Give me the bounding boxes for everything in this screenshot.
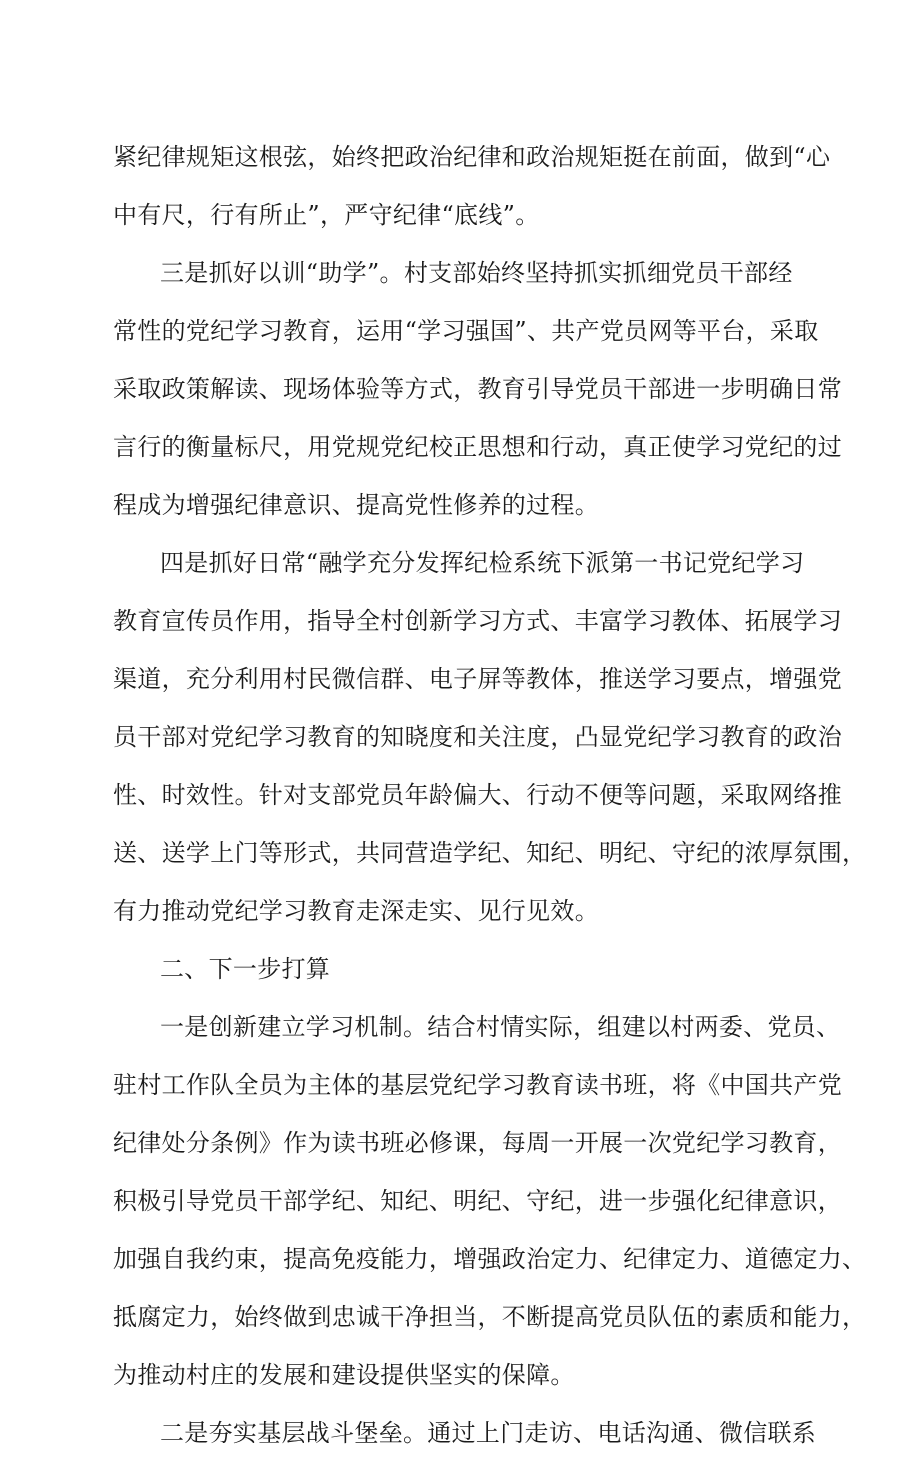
paragraph-line: 二是夯实基层战斗堡垒。通过上门走访、电话沟通、微信联系 [160,1419,817,1447]
paragraph-line: 紧纪律规矩这根弦，始终把政治纪律和政治规矩挺在前面，做到“心 [113,143,831,171]
paragraph-line: 有力推动党纪学习教育走深走实、见行见效。 [113,897,599,925]
paragraph-line: 常性的党纪学习教育，运用“学习强国”、共产党员网等平台，采取 [113,317,819,345]
paragraph-line: 程成为增强纪律意识、提高党性修养的过程。 [113,491,599,519]
paragraph-line: 教育宣传员作用，指导全村创新学习方式、丰富学习教体、拓展学习 [113,607,842,635]
paragraph-line: 积极引导党员干部学纪、知纪、明纪、守纪，进一步强化纪律意识， [113,1187,842,1215]
paragraph-line: 言行的衡量标尺，用党规党纪校正思想和行动，真正使学习党纪的过 [113,433,842,461]
paragraph-line: 三是抓好以训“助学”。村支部始终坚持抓实抓细党员干部经 [160,259,793,287]
paragraph-line: 渠道，充分利用村民微信群、电子屏等教体，推送学习要点，增强党 [113,665,842,693]
body-text [113,128,867,1462]
paragraph-line: 员干部对党纪学习教育的知晓度和关注度，凸显党纪学习教育的政治 [113,723,842,751]
paragraph-line: 为推动村庄的发展和建设提供坚实的保障。 [113,1361,575,1389]
paragraph-line: 中有尺，行有所止”，严守纪律“底线”。 [113,201,540,229]
paragraph-line: 一是创新建立学习机制。结合村情实际，组建以村两委、党员、 [160,1013,841,1041]
paragraph-line: 四是抓好日常“融学充分发挥纪检系统下派第一书记党纪学习 [160,549,805,577]
section-heading: 二、下一步打算 [160,955,331,983]
paragraph-line: 性、时效性。针对支部党员年龄偏大、行动不便等问题，采取网络推 [113,781,842,809]
paragraph-line: 采取政策解读、现场体验等方式，教育引导党员干部进一步明确日常 [113,375,842,403]
paragraph-line: 送、送学上门等形式，共同营造学纪、知纪、明纪、守纪的浓厚氛围， [113,839,867,867]
paragraph-line: 加强自我约束，提高免疫能力，增强政治定力、纪律定力、道德定力、 [113,1245,867,1273]
paragraph-line: 驻村工作队全员为主体的基层党纪学习教育读书班，将《中国共产党 [113,1071,842,1099]
paragraph-line: 抵腐定力，始终做到忠诚干净担当，不断提高党员队伍的素质和能力， [113,1303,867,1331]
paragraph-line: 纪律处分条例》作为读书班必修课，每周一开展一次党纪学习教育， [113,1129,842,1157]
